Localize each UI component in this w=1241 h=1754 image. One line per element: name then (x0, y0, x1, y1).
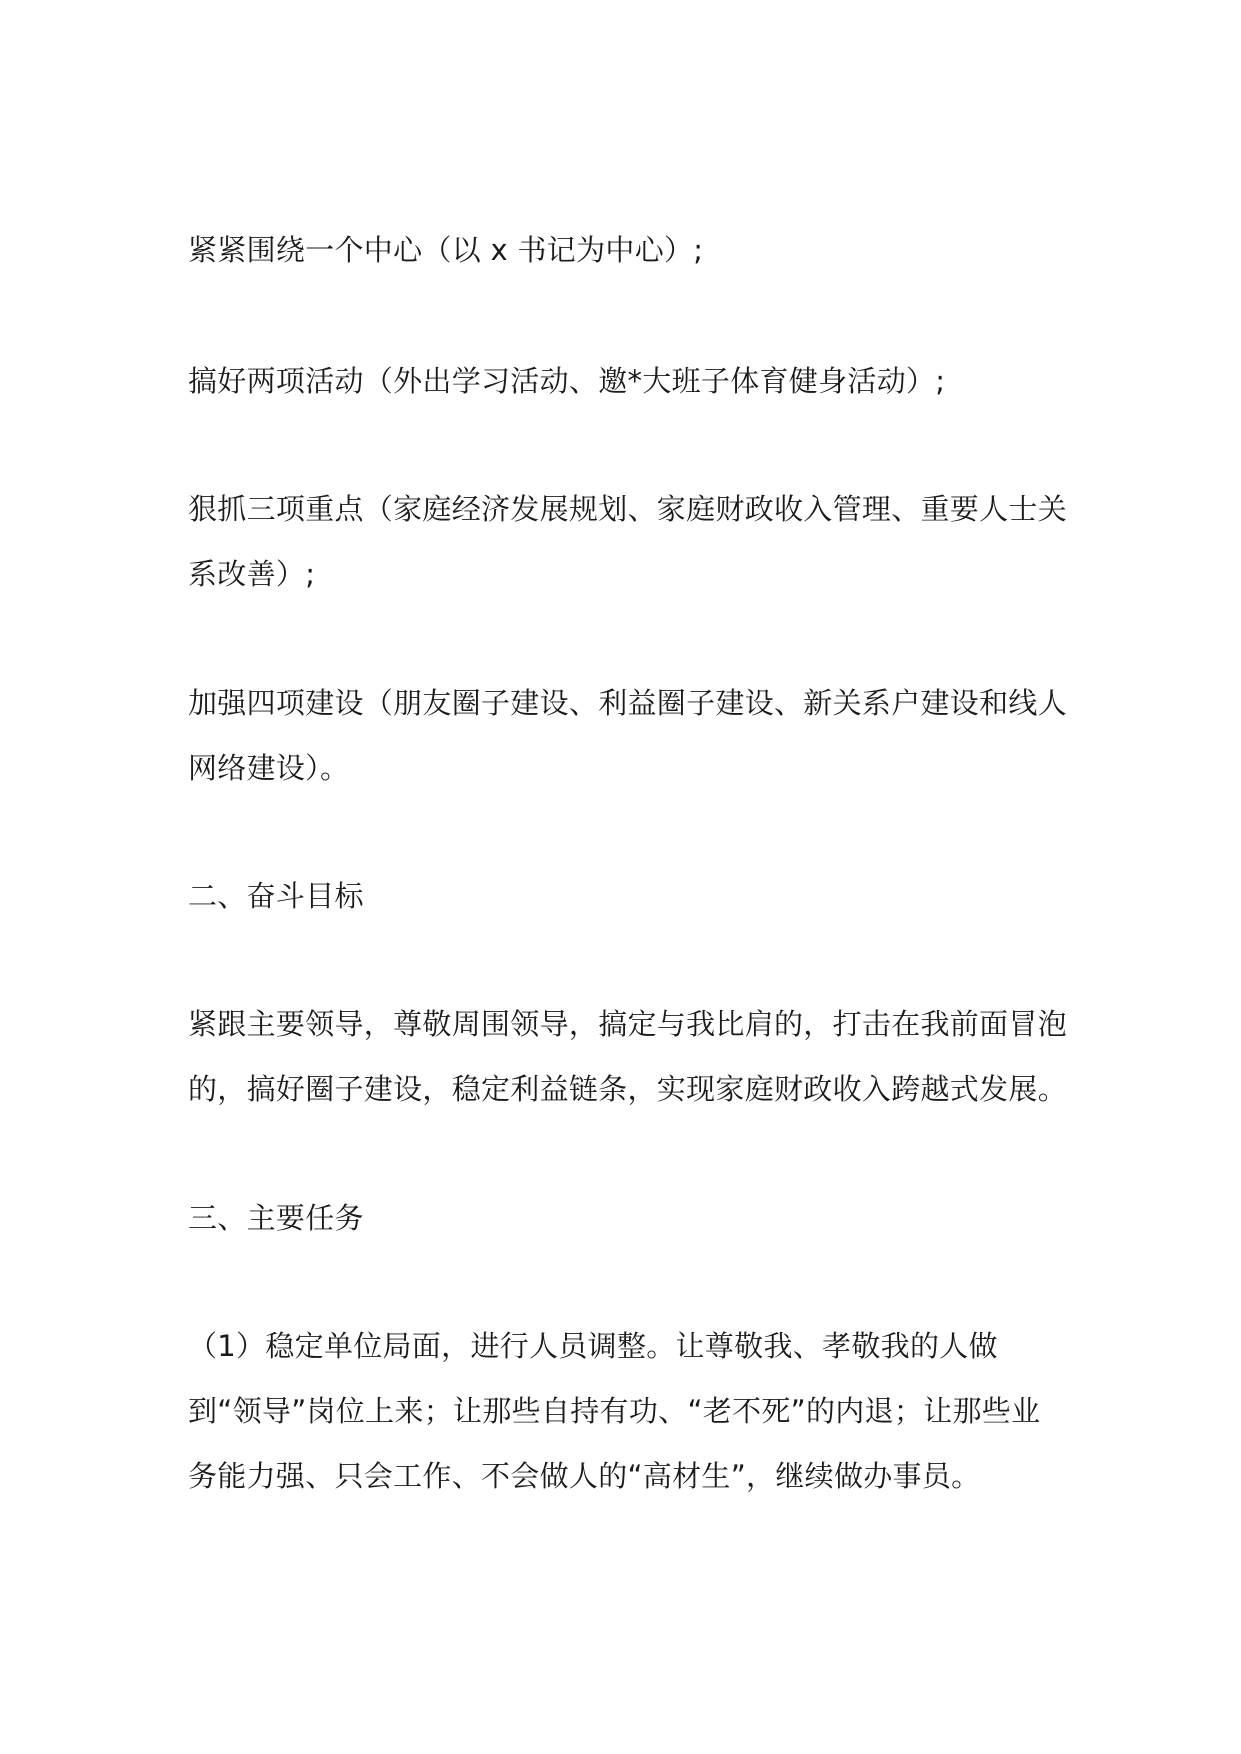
section-heading-goals: 二、奋斗目标 (188, 879, 364, 913)
paragraph-task-one: （1）稳定单位局面，进行人员调整。让尊敬我、孝敬我的人做到“领导”岗位上来；让那些自持有功、“老不死”的内退；让那些业务能力强、只会工作、不会做人的“高材生”，继续做办事员。 (188, 1329, 1041, 1493)
paragraph-three-priorities: 狠抓三项重点（家庭经济发展规划、家庭财政收入管理、重要人士关系改善）; (188, 492, 1068, 591)
section-heading-tasks: 三、主要任务 (188, 1201, 364, 1235)
paragraph-goals: 紧跟主要领导，尊敬周围领导，搞定与我比肩的，打击在我前面冒泡的，搞好圈子建设，稳定利益链条，实现家庭财政收入跨越式发展。 (188, 1007, 1068, 1106)
paragraph-one-center: 紧紧围绕一个中心（以 x 书记为中心）; (188, 233, 704, 267)
paragraph-two-activities: 搞好两项活动（外出学习活动、邀*大班子体育健身活动）; (188, 364, 946, 398)
paragraph-four-constructions: 加强四项建设（朋友圈子建设、利益圈子建设、新关系户建设和线人网络建设）。 (188, 686, 1068, 785)
